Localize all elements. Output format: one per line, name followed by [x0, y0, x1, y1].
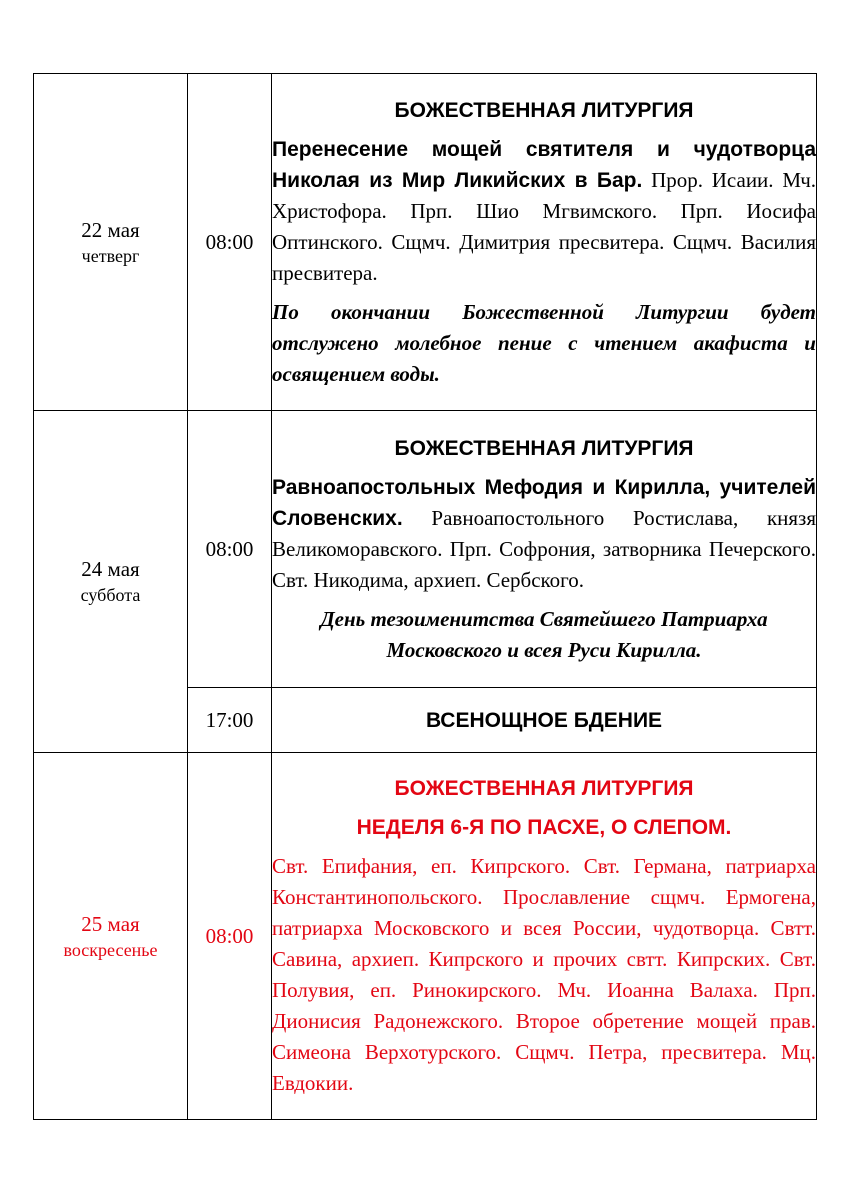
schedule-row-25-may [34, 753, 817, 1120]
date-weekday: суббота [80, 585, 141, 605]
commemoration-rest: Прор. Исаии. Мч. Христофора. Прп. Шио Мгвимского. Прп. Иосифа Оптинского. Сщмч. Димитрия пресвитера. Сщмч. Василия пресвитера. [272, 167, 816, 285]
service-note: День тезоименитства Святейшего Патриарха Московского и всея Руси Кирилла. [320, 606, 768, 662]
date-weekday: воскресенье [63, 939, 158, 960]
schedule-row-22-may [34, 74, 817, 411]
service-subtitle: НЕДЕЛЯ 6-Я ПО ПАСХЕ, О СЛЕПОМ. [356, 816, 732, 839]
time-cell: 08:00 [188, 753, 272, 1120]
service-title: БОЖЕСТВЕННАЯ ЛИТУРГИЯ [394, 98, 694, 122]
commemoration-bold: Равноапостольных Мефодия и Кирилла, учителей Словенских. [272, 475, 816, 530]
date-day: 25 мая [81, 911, 140, 936]
service-title: ВСЕНОЩНОЕ БДЕНИЕ [425, 708, 663, 732]
service-cell [272, 74, 817, 411]
time-cell: 17:00 [188, 688, 272, 753]
commemoration-rest: Равноапостольного Ростислава, князя Великоморавского. Прп. Софрония, затворника Печерского. Свт. Никодима, архиеп. Сербского. [272, 505, 816, 592]
commemoration-text [272, 134, 816, 289]
commemoration-bold: Перенесение мощей святителя и чудотворца Николая из Мир Ликийских в Бар. [272, 137, 816, 192]
service-schedule-table [33, 73, 817, 1120]
date-weekday: четверг [81, 245, 140, 266]
commemoration-text [272, 472, 816, 596]
service-cell [272, 753, 817, 1120]
service-title: БОЖЕСТВЕННАЯ ЛИТУРГИЯ [394, 436, 694, 460]
time-cell: 08:00 [188, 411, 272, 688]
service-title: БОЖЕСТВЕННАЯ ЛИТУРГИЯ [394, 777, 694, 800]
commemoration-text: Свт. Епифания, еп. Кипрского. Свт. Германа, патриарха Константинопольского. Прославление сщмч. Ермогена, патриарха Московского и всея России, чудотворца. Свтт. Савина, архиеп. Кипрского и прочих свтт. Кипрских. Свт. Полувия, еп. Ринокирского. Мч. Иоанна Валаха. Прп. Дионисия Радонежского. Второе обретение мощей прав. Симеона Верхотурского. Сщмч. Петра, пресвитера. Мц. Евдокии. [272, 854, 816, 1095]
service-cell [272, 411, 817, 688]
date-cell [34, 753, 188, 1120]
date-day: 22 мая [81, 217, 140, 242]
date-cell [34, 411, 188, 753]
service-note: По окончании Божественной Литургии будет отслужено молебное пение с чтением акафиста и освящением воды. [272, 299, 816, 386]
schedule-row-24-may [34, 411, 817, 688]
service-cell [272, 688, 817, 753]
date-cell [34, 74, 188, 411]
date-day: 24 мая [81, 557, 140, 581]
time-cell: 08:00 [188, 74, 272, 411]
